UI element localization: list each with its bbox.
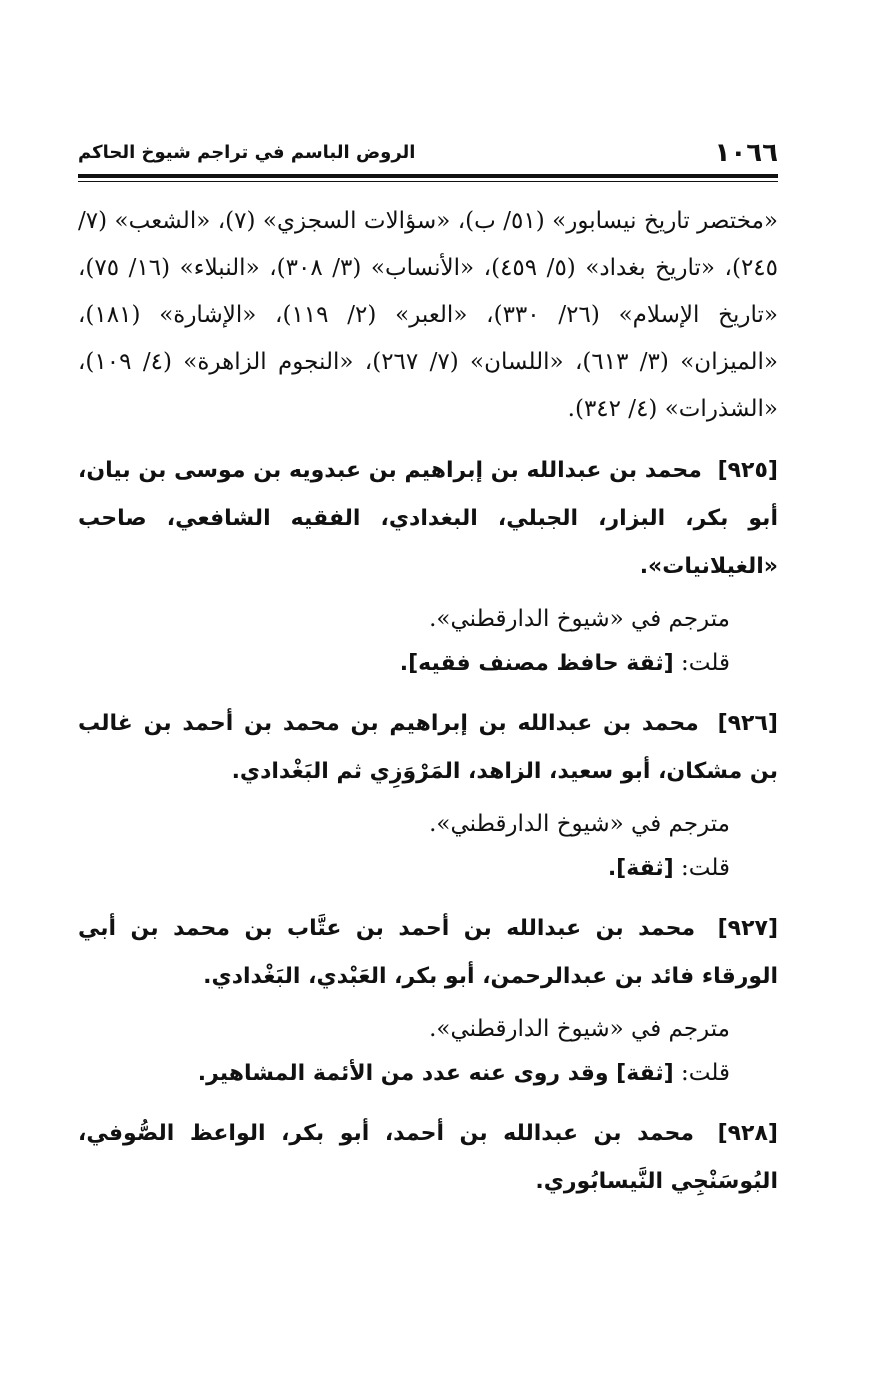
header-rule-thick [78,174,778,178]
entry-notes [78,597,778,686]
entry-name: محمد بن عبدالله بن أحمد بن عتَّاب بن محمد بن أبي الورقاء فائد بن عبدالرحمن، أبو بكر، العَبْدي، البَغْدادي. [78,916,778,989]
entry-heading [78,905,778,1001]
translated-in-note: مترجم في «شيوخ الدارقطني». [429,606,730,632]
verdict-label: قلت: [681,650,730,676]
entry-heading [78,447,778,591]
entry-926 [78,700,778,891]
entry-928 [78,1110,778,1206]
entry-notes [78,802,778,891]
page-content [78,198,778,1206]
sources-paragraph: «مختصر تاريخ نيسابور» (٥١/ ب)، «سؤالات السجزي» (٧)، «الشعب» (٧/ ٢٤٥)، «تاريخ بغداد» (٥/ ٤٥٩)، «الأنساب» (٣/ ٣٠٨)، «النبلاء» (١٦/ ٧٥)، «تاريخ الإسلام» (٢٦/ ٣٣٠)، «العبر» (٢/ ١١٩)، «الإشارة» (١٨١)، «الميزان» (٣/ ٦١٣)، «اللسان» (٧/ ٢٦٧)، «النجوم الزاهرة» (٤/ ١٠٩)، «الشذرات» (٤/ ٣٤٢). [78,208,779,422]
verdict-label: قلت: [681,1060,730,1086]
translated-in-note: مترجم في «شيوخ الدارقطني». [429,1016,730,1042]
verdict-text: [ثقة حافظ مصنف فقيه]. [399,651,674,676]
header-rule-thin [78,181,778,182]
entry-number: [٩٢٦] [717,711,778,736]
running-title: الروض الباسم في تراجم شيوخ الحاكم [78,142,416,163]
verdict-note [78,641,730,686]
entry-number: [٩٢٨] [717,1121,778,1146]
verdict-text: [ثقة]. [607,856,674,881]
page-header [78,138,778,172]
entry-number: [٩٢٧] [717,916,778,941]
verdict-text: [ثقة] وقد روى عنه عدد من الأئمة المشاهير. [197,1061,674,1086]
verdict-note [78,846,730,891]
entry-name: محمد بن عبدالله بن إبراهيم بن عبدويه بن موسى بن بيان، أبو بكر، البزار، الجبلي، البغدادي، الفقيه الشافعي، صاحب «الغيلانيات». [78,458,778,579]
translated-in-note: مترجم في «شيوخ الدارقطني». [429,811,730,837]
entry-927 [78,905,778,1096]
entry-name: محمد بن عبدالله بن أحمد، أبو بكر، الواعظ الصُّوفي، البُوسَنْجِي النَّيسابُوري. [78,1121,778,1194]
entry-number: [٩٢٥] [717,458,778,483]
page-number: ١٠٦٦ [714,138,778,168]
verdict-label: قلت: [681,855,730,881]
entry-heading [78,700,778,796]
entry-name: محمد بن عبدالله بن إبراهيم بن محمد بن أحمد بن غالب بن مشكان، أبو سعيد، الزاهد، المَرْوَزِي ثم البَغْدادي. [78,711,778,784]
entry-notes [78,1007,778,1096]
verdict-note [78,1051,730,1096]
entry-925 [78,447,778,686]
entry-heading [78,1110,778,1206]
